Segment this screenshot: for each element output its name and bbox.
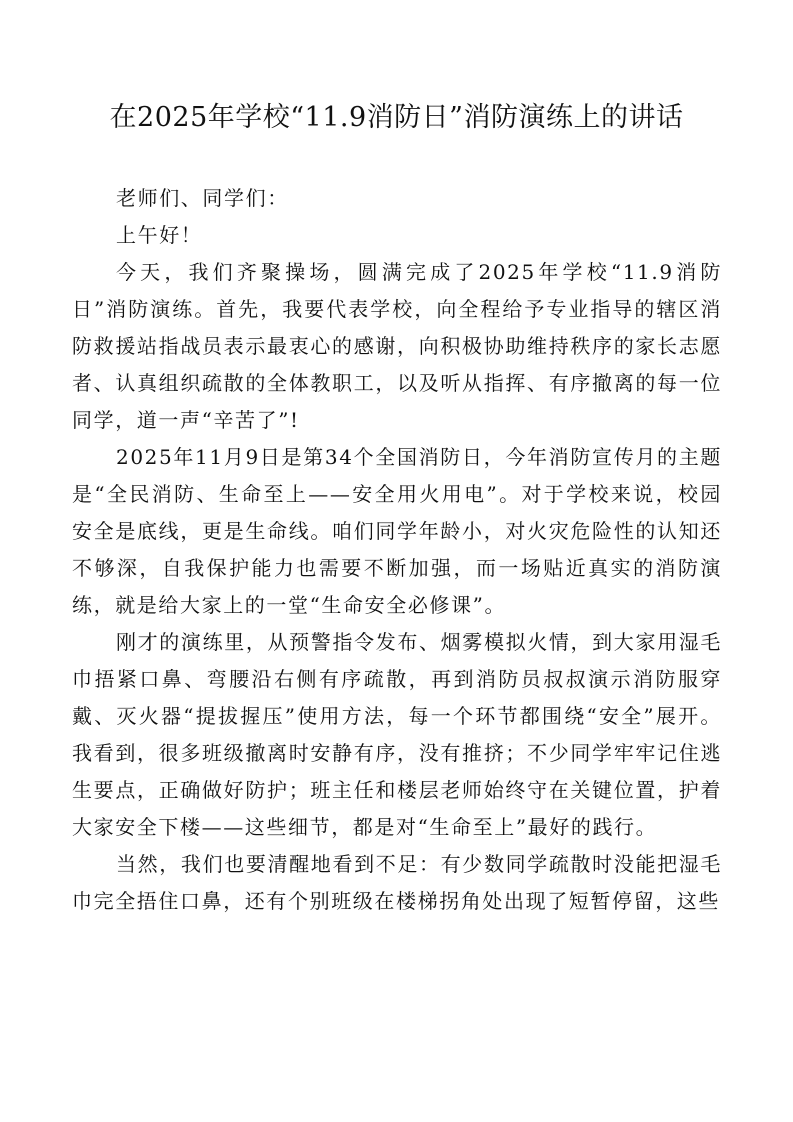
paragraph-theme: 2025年11月9日是第34个全国消防日，今年消防宣传月的主题是“全民消防、生命至上——安全用火用电”。对于学校来说，校园安全是底线，更是生命线。咱们同学年龄小，对火灾危险性的认知还不够深，自我保护能力也需要不断加强，而一场贴近真实的消防演练，就是给大家上的一堂“生命安全必修课”。 [72,445,722,617]
paragraph-greeting: 上午好！ [116,223,203,247]
paragraph-intro: 今天，我们齐聚操场，圆满完成了2025年学校“11.9消防日”消防演练。首先，我要代表学校，向全程给予专业指导的辖区消防救援站指战员表示最衷心的感谢，向积极协助维持秩序的家长志愿者、认真组织疏散的全体教职工，以及听从指挥、有序撤离的每一位同学，道一声“辛苦了”! [72,260,722,432]
document-title: 在2025年学校“11.9消防日”消防演练上的讲话 [109,102,684,133]
paragraph-drill-review: 刚才的演练里，从预警指令发布、烟雾模拟火情，到大家用湿毛巾捂紧口鼻、弯腰沿右侧有序疏散，再到消防员叔叔演示消防服穿戴、灭火器“提拔握压”使用方法，每一个环节都围绕“安全”展开。我看到，很多班级撤离时安静有序，没有推挤；不少同学牢牢记住逃生要点，正确做好防护；班主任和楼层老师始终守在关键位置，护着大家安全下楼——这些细节，都是对“生命至上”最好的践行。 [72,630,722,839]
paragraph-shortcomings: 当然，我们也要清醒地看到不足：有少数同学疏散时没能把湿毛巾完全捂住口鼻，还有个别班级在楼梯拐角处出现了短暂停留，这些 [72,852,722,913]
document-body [72,180,722,920]
paragraph-salutation: 老师们、同学们： [116,186,289,210]
